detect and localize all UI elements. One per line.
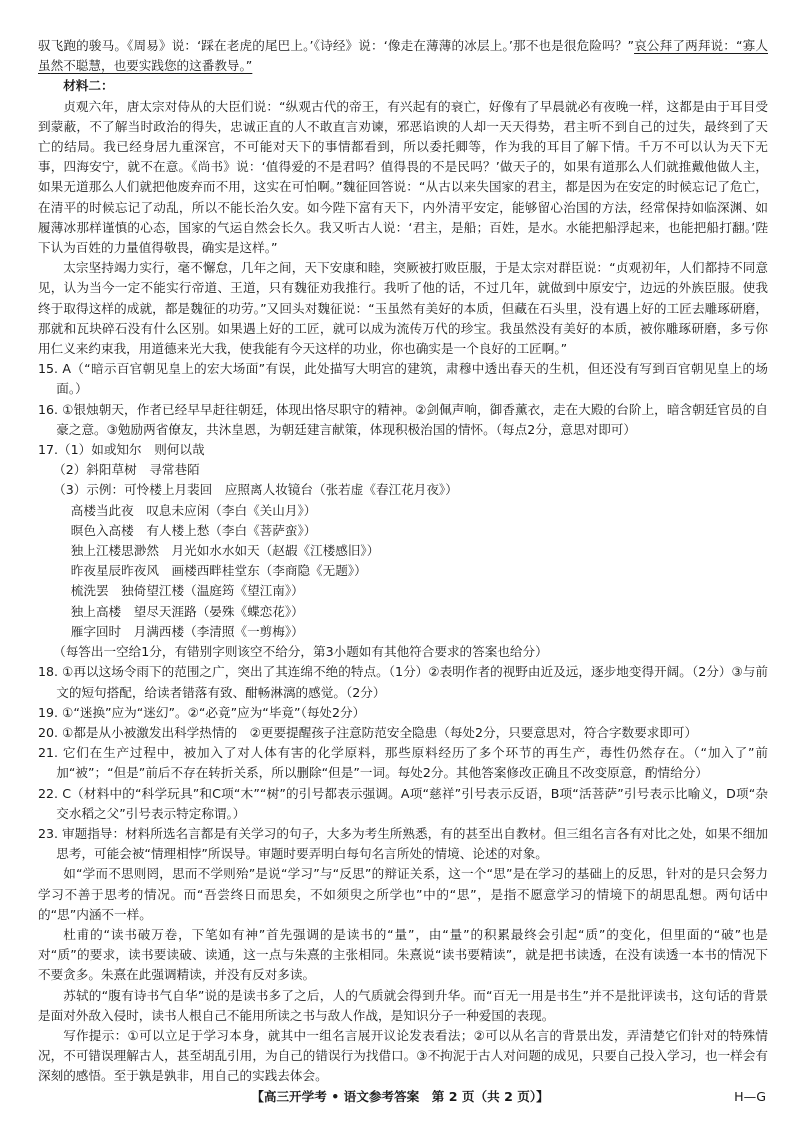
answer-q23-paragraph: 杜甫的“读书破万卷，下笔如有神”首先强调的是读书的“量”，由“量”的积累最终会引起“质”的变化，但里面的“破”也是对“质”的要求，读书要读破、读通，这一点与朱熹的主张相同。朱熹说“读书要精读”，就是把书读透，在没有读透一本书的情况下不要贪多。朱熹在此强调精读，并没有反对多读。 <box>38 926 768 983</box>
answer-q17-1: 17.（1）如或知尔 则何以哉 <box>38 442 205 458</box>
q17-example: 高楼当此夜 叹息未应闲（李白《关山月》） <box>70 502 317 518</box>
answer-q23-paragraph: 苏轼的“腹有诗书气自华”说的是读书多了之后，人的气质就会得到升华。而“百无一用是书生”并不是批评读书，这句话的背景是面对外敌入侵时，读书人根自己不能用所读之书与敌人作战，是知识分子一种爱国的表现。 <box>38 987 768 1023</box>
q17-example: 独上江楼思渺然 月光如水水如天（赵嘏《江楼感旧》） <box>70 543 380 559</box>
answer-q23-writing-tips: 写作提示：①可以立足于学习本身，就其中一组名言展开议论发表看法；②可以从名言的背景出发，弄清楚它们针对的特殊情况，不可错误理解古人，甚至胡乱引用，为自己的错误行为找借口。③不拘泥于古人对问题的成见，只要自己投入学习，也一样会有深刻的感悟。至于孰是孰非，用自己的实践去体会。 <box>38 1027 768 1084</box>
answer-q17-3: （3）示例：可怜楼上月裴回 应照离人妆镜台（张若虚《春江花月夜》） <box>53 482 458 498</box>
answer-q17-note: （每答出一空给1分，有错别字则该空不给分，第3小题如有其他符合要求的答案也给分） <box>53 644 548 660</box>
footer-code: H—G <box>734 1089 766 1104</box>
passage-top-text: 驭飞跑的骏马。《周易》说：‘踩在老虎的尾巴上。’《诗经》说：‘像走在薄薄的冰层上。’那不也是很危险吗？” <box>38 38 635 53</box>
passage-top-underlined-b: 然不聪慧，也要实践您的这番教导。” <box>50 58 253 74</box>
answer-q22: 22. C（材料中的“科学玩具”和C项“木”“树”的引号都表示强调。A项“慈祥”引号表示反语，B项“活菩萨”引号表示比喻义，D项“杂交水稻之父”引号表示特定称谓。） <box>38 785 768 821</box>
q17-example: 独上高楼 望尽天涯路（晏殊《蝶恋花》） <box>70 603 304 619</box>
answer-q15: 15. A（“暗示百官朝见皇上的宏大场面”有误，此处描写大明宫的建筑，肃穆中透出春天的生机，但还没有写到百官朝见皇上的场面。） <box>38 361 768 397</box>
answer-q21: 21. 它们在生产过程中，被加入了对人体有害的化学原料，那些原料经历了多个环节的再生产，毒性仍然存在。（“加入了”前加“被”；“但是”前后不存在转折关系，所以删除“但是”一词。每处2分。其他答案修改正确且不改变原意，酌情给分） <box>38 745 768 781</box>
answer-q18: 18. ①再以这场令雨下的范围之广，突出了其连绵不绝的特点。（1分）②表明作者的视野由近及远，逐步地变得开阔。（2分）③与前文的短句搭配，给读者错落有致、酣畅淋漓的感觉。（2分） <box>38 664 768 700</box>
answer-q23-paragraph: 如“学而不思则罔，思而不学则殆”是说“学习”与“反思”的辩证关系，这一个“思”是在学习的基础上的反思，针对的是只会努力学习不善于思考的情况。而“吾尝终日而思矣，不如须臾之所学也”中的“思”，是指不愿意学习的情境下的胡思乱想。两句话中的“思”内涵不一样。 <box>38 866 768 922</box>
passage-top-line <box>38 36 768 76</box>
answer-q19: 19. ①“迷换”应为“迷幻”。②“必竟”应为“毕竟”（每处2分） <box>38 704 366 720</box>
answer-q17-2: （2）斜阳草树 寻常巷陌 <box>53 462 200 478</box>
page-footer <box>0 1086 800 1108</box>
page-content <box>38 36 768 1087</box>
answer-q16: 16. ①银烛朝天，作者已经早早赶往朝廷，体现出恪尽职守的精神。②剑佩声响，御香薰衣，走在大殿的台阶上，暗含朝廷官员的自豪之意。③勉励两省僚友，共沐皇恩，为朝廷建言献策，体现积极治国的情怀。（每点2分，意思对即可） <box>38 401 768 437</box>
q17-example: 暝色入高楼 有人楼上愁（李白《菩萨蛮》） <box>70 522 317 538</box>
footer-page-info: 【高三开学考 • 语文参考答案 第 2 页（共 2 页）】 <box>251 1089 549 1104</box>
q17-example: 昨夜星辰昨夜风 画楼西畔桂堂东（李商隐《无题》） <box>70 563 367 579</box>
answer-q20: 20. ①都是从小被激发出科学热情的 ②更要提醒孩子注意防范安全隐患（每处2分，只要意思对，符合字数要求即可） <box>38 724 698 740</box>
passage-top-underlined-a: 哀公拜了两拜说：“寡人虽 <box>38 38 768 74</box>
q17-example: 雁字回时 月满西楼（李清照《一剪梅》） <box>70 623 304 639</box>
q17-example: 梳洗罢 独倚望江楼（温庭筠《望江南》） <box>70 583 304 599</box>
passage-paragraph-2: 太宗坚持竭力实行，毫不懈怠，几年之间，天下安康和睦，突厥被打败臣服，于是太宗对群臣说：“贞观初年，人们都持不同意见，认为当今一定不能实行帝道、王道，只有魏征劝我推行。我听了他的话，不过几年，就做到中原安宁，边远的外族臣服。使我终于取得这样的成就，都是魏征的功劳。”又回头对魏征说：“玉虽然有美好的本质，但藏在石头里，没有遇上好的工匠去雕琢研磨，那就和瓦块碎石没有什么区别。如果遇上好的工匠，就可以成为流传万代的珍宝。我虽然没有美好的本质，被你雕琢研磨，多亏你用仁义来约束我，用道德来光大我，使我能有今天这样的功业，你也确实是一个良好的工匠啊。” <box>38 260 768 357</box>
answer-q23: 23. 审题指导：材料所选名言都是有关学习的句子，大多为考生所熟悉，有的甚至出自教材。但三组名言各有对比之处，如果不细加思考，可能会被“情理相悖”所误导。审题时要弄明白每句名言所处的情境、论述的对象。 <box>38 825 768 862</box>
material-two-heading: 材料二： <box>63 78 114 94</box>
passage-paragraph-1: 贞观六年，唐太宗对侍从的大臣们说：“纵观古代的帝王，有兴起有的衰亡，好像有了早晨就必有夜晚一样，这都是由于耳目受到蒙蔽，不了解当时政治的得失，忠诚正直的人不敢直言劝谏，邪恶谄谀的人却一天天得势，君主听不到自己的过失，最终到了天亡的结局。我已经身居九重深宫，不可能对天下的事情都看到，所以委托卿等，作为我的耳目了解下情。千万不可以认为天下无事，四海安宁，就不在意。《尚书》说：‘值得爱的不是君吗？值得畏的不是民吗？’做天子的，如果有道那么人们就推戴他做人主，如果无道那么人们就把他废弃而不用，这实在可怕啊。”魏征回答说：“从古以来失国家的君主，都是因为在安定的时候忘记了危亡，在清平的时候忘记了动乱，所以不能长治久安。如今陛下富有天下，内外清平安定，能够留心治国的方法，经常保持如临深渊、如履薄冰那样谨慎的心态，国家的气运自然会长久。我又听古人说：‘君主，是船；百姓，是水。水能把船浮起来，也能把船打翻。’陛下认为百姓的力量值得敬畏，确实是这样。” <box>38 98 768 256</box>
